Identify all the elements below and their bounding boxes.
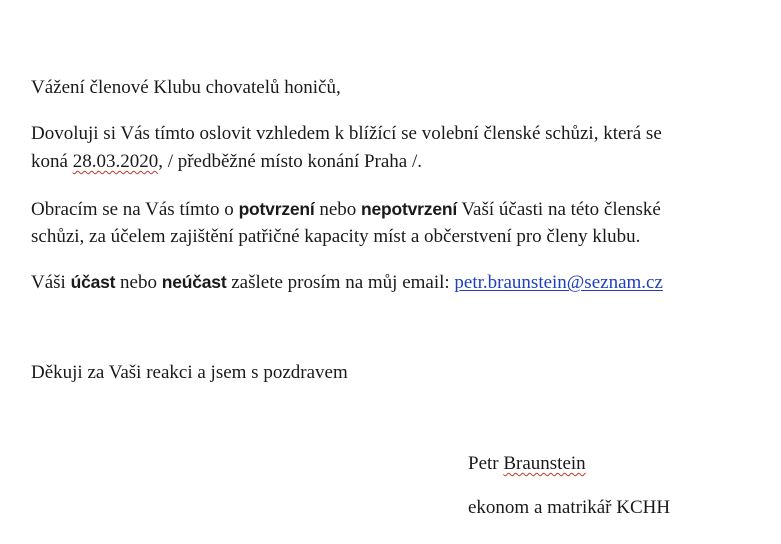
paragraph-2-text-c: Vaší účasti na této členské [457, 199, 661, 220]
bold-confirm: potvrzení [238, 199, 315, 219]
signature-first-name: Petr [468, 453, 504, 474]
paragraph-1-line-1: Dovoluji si Vás tímto oslovit vzhledem k blížící se volební členské schůzi, která se [31, 123, 662, 144]
signature-last-name: Braunstein [503, 453, 586, 474]
paragraph-1-line-2 [31, 150, 422, 174]
signature-name [468, 452, 586, 476]
paragraph-2-text-b: nebo [314, 199, 361, 220]
paragraph-1-prefix: koná [31, 151, 73, 172]
bold-decline: nepotvrzení [361, 199, 458, 219]
paragraph-1-suffix: , / předběžné místo konání Praha /. [158, 151, 423, 172]
meeting-date: 28.03.2020 [72, 151, 159, 172]
paragraph-3-text-c: zašlete prosím na můj email: [226, 272, 455, 293]
paragraph-3-text-b: nebo [115, 272, 162, 293]
signature-role: ekonom a matrikář KCHH [468, 497, 671, 518]
closing: Děkuji za Vaši reakci a jsem s pozdravem [31, 362, 348, 383]
email-link[interactable]: petr.braunstein@seznam.cz [454, 272, 663, 293]
bold-attendance: účast [70, 272, 116, 292]
bold-absence: neúčast [161, 272, 227, 292]
paragraph-2-line-1 [31, 197, 661, 222]
paragraph-3-text-a: Váši [31, 272, 71, 293]
paragraph-2-line-2: schůzi, za účelem zajištění patřičné kapacity míst a občerstvení pro členy klubu. [31, 226, 641, 247]
greeting: Vážení členové Klubu chovatelů honičů, [31, 77, 341, 98]
paragraph-2-text-a: Obracím se na Vás tímto o [31, 199, 239, 220]
paragraph-3 [31, 270, 663, 295]
